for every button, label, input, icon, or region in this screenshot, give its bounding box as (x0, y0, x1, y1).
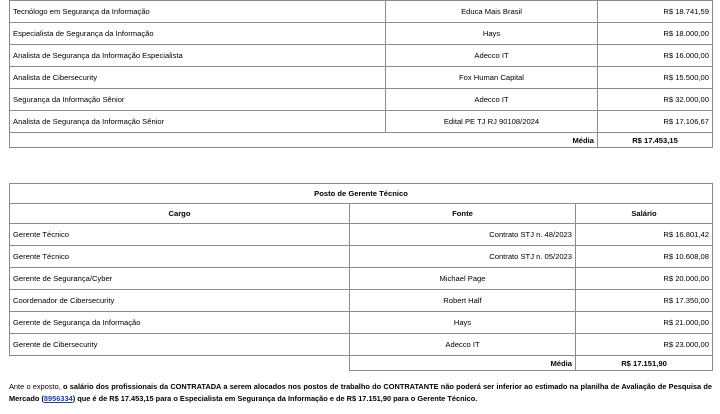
average-value: R$ 17.151,90 (576, 356, 713, 371)
cargo-cell: Analista de Cibersecurity (10, 67, 386, 89)
conclusion-paragraph (9, 381, 712, 405)
fonte-cell: Hays (386, 23, 598, 45)
table-row (10, 312, 713, 334)
salario-cell: R$ 17.106,67 (598, 111, 713, 133)
salario-cell: R$ 16.000,00 (598, 45, 713, 67)
salary-table-manager (9, 183, 713, 371)
cargo-cell: Gerente Técnico (10, 246, 350, 268)
table-row (10, 111, 713, 133)
table-row (10, 89, 713, 111)
cargo-cell: Analista de Segurança da Informação Especialista (10, 45, 386, 67)
fonte-cell: Adecco IT (386, 89, 598, 111)
table-row (10, 290, 713, 312)
table-row (10, 1, 713, 23)
salario-cell: R$ 20.000,00 (576, 268, 713, 290)
salario-cell: R$ 18.000,00 (598, 23, 713, 45)
fonte-cell: Contrato STJ n. 48/2023 (350, 224, 576, 246)
salario-cell: R$ 18.741,59 (598, 1, 713, 23)
table-title: Posto de Gerente Técnico (10, 184, 713, 204)
cargo-cell: Gerente de Cibersecurity (10, 334, 350, 356)
table-row (10, 45, 713, 67)
salario-cell: R$ 23.000,00 (576, 334, 713, 356)
table-row (10, 67, 713, 89)
fonte-cell: Edital PE TJ RJ 90108/2024 (386, 111, 598, 133)
table-row (10, 246, 713, 268)
table-row (10, 23, 713, 45)
table-row (10, 268, 713, 290)
empty-cell (10, 356, 350, 371)
fonte-cell: Michael Page (350, 268, 576, 290)
table-header-row (10, 204, 713, 224)
header-cargo: Cargo (10, 204, 350, 224)
salary-table-specialist (9, 0, 713, 148)
average-row (10, 133, 713, 148)
cargo-cell: Gerente de Segurança da Informação (10, 312, 350, 334)
fonte-cell: Contrato STJ n. 05/2023 (350, 246, 576, 268)
note-bold-end: ) que é de R$ 17.453,15 para o Especialista em Segurança da Informação e de R$ 17.151,90 para o Gerente Técnico. (72, 394, 478, 403)
cargo-cell: Gerente de Segurança/Cyber (10, 268, 350, 290)
fonte-cell: Robert Half (350, 290, 576, 312)
salario-cell: R$ 32.000,00 (598, 89, 713, 111)
fonte-cell: Adecco IT (350, 334, 576, 356)
header-fonte: Fonte (350, 204, 576, 224)
average-label: Média (10, 133, 598, 148)
fonte-cell: Adecco IT (386, 45, 598, 67)
salario-cell: R$ 17.350,00 (576, 290, 713, 312)
cargo-cell: Segurança da Informação Sênior (10, 89, 386, 111)
note-bold-text: o salário dos profissionais da CONTRATADA a serem alocados nos postos de trabalho do CONTRATANTE não poderá ser inferior ao estimado na planilha de Avaliação de Pesquisa de Mercado ( (9, 382, 712, 403)
salario-cell: R$ 10.608,08 (576, 246, 713, 268)
fonte-cell: Hays (350, 312, 576, 334)
average-value: R$ 17.453,15 (598, 133, 713, 148)
header-salario: Salário (576, 204, 713, 224)
table-row (10, 224, 713, 246)
salario-cell: R$ 21.000,00 (576, 312, 713, 334)
cargo-cell: Analista de Segurança da Informação Sênior (10, 111, 386, 133)
table-title-row (10, 184, 713, 204)
salario-cell: R$ 15.500,00 (598, 67, 713, 89)
cargo-cell: Coordenador de Cibersecurity (10, 290, 350, 312)
table-row (10, 334, 713, 356)
note-intro: Ante o exposto, (9, 382, 63, 391)
fonte-cell: Educa Mais Brasil (386, 1, 598, 23)
fonte-cell: Fox Human Capital (386, 67, 598, 89)
document-link[interactable]: 8956334 (43, 394, 73, 403)
cargo-cell: Gerente Técnico (10, 224, 350, 246)
average-label: Média (350, 356, 576, 371)
average-row (10, 356, 713, 371)
cargo-cell: Especialista de Segurança da Informação (10, 23, 386, 45)
cargo-cell: Tecnólogo em Segurança da Informação (10, 1, 386, 23)
salario-cell: R$ 16.801,42 (576, 224, 713, 246)
